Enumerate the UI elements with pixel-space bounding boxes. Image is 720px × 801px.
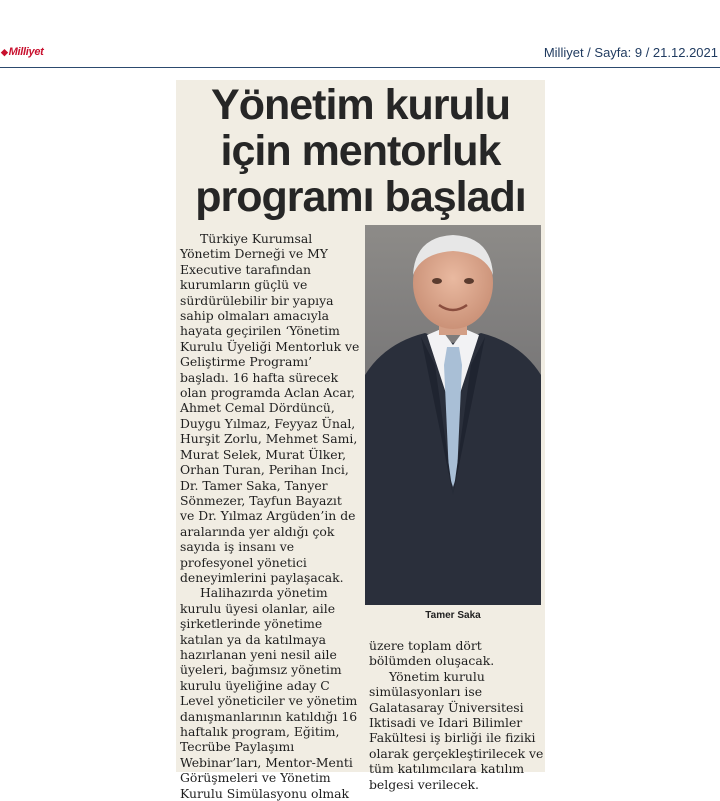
milliyet-logo <box>1 46 44 58</box>
source-line: Milliyet / Sayfa: 9 / 21.12.2021 <box>543 45 718 60</box>
article-right-column <box>369 638 545 792</box>
headline-line-2: için mentorluk <box>220 127 501 175</box>
article-continuation: üzere toplam dört bölümden oluşacak. <box>369 638 495 669</box>
article-left-column <box>180 231 360 801</box>
article-paragraph-2: Halihazırda yönetim kurulu üyesi olanlar, aile şirketlerinde yönetime katılan ya da katılmaya hazırlanan yeni nesil aile üyeleri, bağımsız yönetim kurulu üyeliğine aday C Level yöneticiler ve yönetim danışmanlarının katıldığı 16 haftalık program, Eğitim, Tecrübe Paylaşımı Webinar’ları, Mentor-Menti Görüşmeleri ve Yönetim Kurulu Simülasyonu olmak <box>180 585 358 801</box>
header-divider <box>0 67 720 68</box>
headline-line-1: Yönetim kurulu <box>211 81 510 129</box>
portrait-illustration <box>365 225 541 605</box>
photo-caption: Tamer Saka <box>425 610 481 621</box>
page-header <box>0 0 720 70</box>
portrait-photo <box>365 225 541 605</box>
logo-text: Milliyet <box>8 46 44 58</box>
article-paragraph-3: Yönetim kurulu simülasyonları ise Galatasaray Üniversitesi Iktisadi ve Idari Bilimler Fakültesi iş birliği ile fiziki olarak gerçekleştirilecek ve tüm katılımcılara katılım belgesi verilecek. <box>369 668 544 792</box>
logo-flag-icon: ◆ <box>1 47 8 57</box>
article-paragraph-1: Türkiye Kurumsal Yönetim Derneği ve MY Executive tarafından kurumların güçlü ve sürdürülebilir bir yapıya sahip olmaları amacıyla hayata geçirilen ‘Yönetim Kurulu Üyeliği Mentorluk ve Geliştirme Programı’ başladı. 16 hafta sürecek olan programda Aclan Acar, Ahmet Cemal Dördüncü, Duygu Yılmaz, Feyyaz Ünal, Hurşit Zorlu, Mehmet Sami, Murat Selek, Murat Ülker, Orhan Turan, Perihan Inci, Dr. Tamer Saka, Tanyer Sönmezer, Tayfun Bayazıt ve Dr. Yılmaz Argüden’in de aralarında yer aldığı çok sayıda iş insanı ve profesyonel yönetici deneyimlerini paylaşacak. <box>180 231 360 585</box>
headline <box>176 82 545 220</box>
newspaper-clipping <box>176 80 545 801</box>
headline-line-3: programı başladı <box>195 173 526 221</box>
